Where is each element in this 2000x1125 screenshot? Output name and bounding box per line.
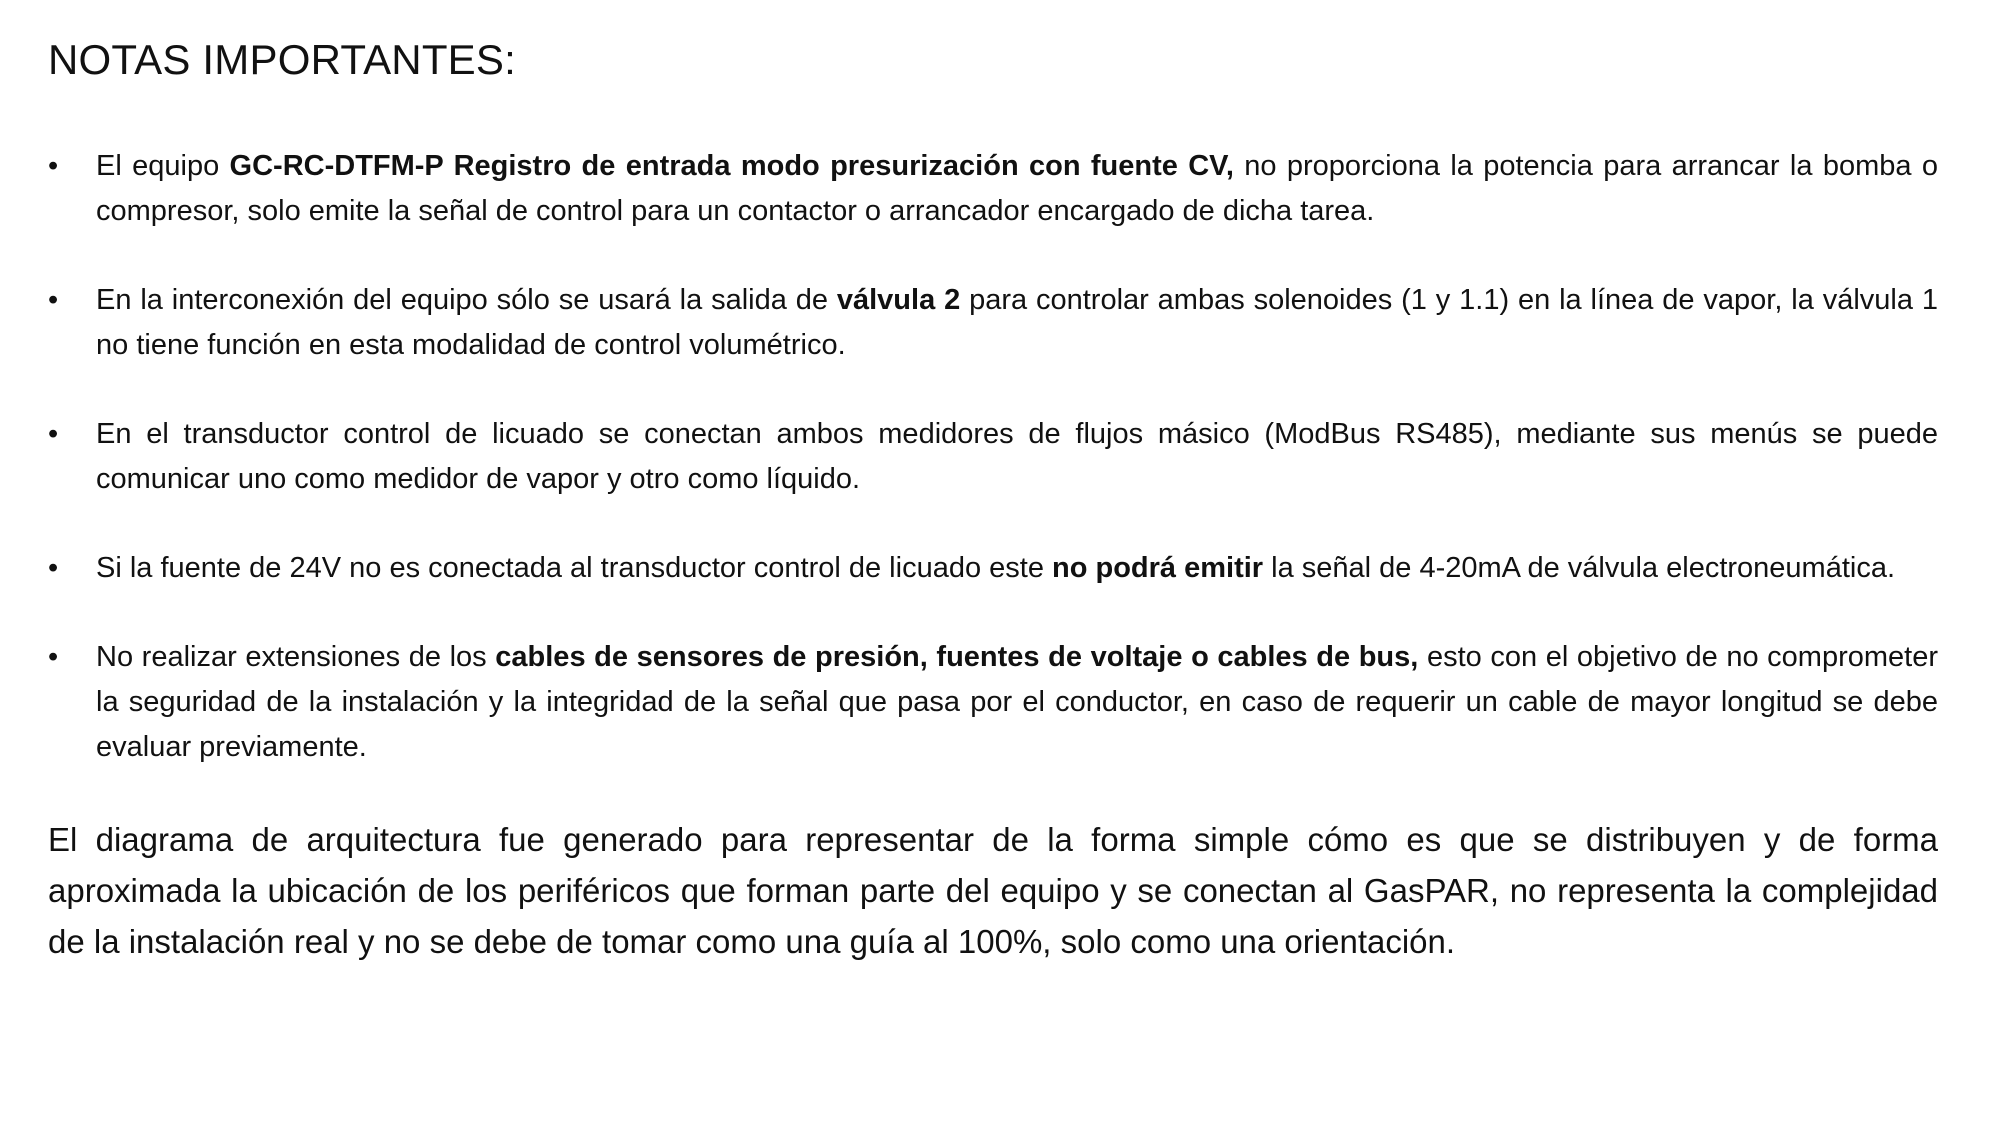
note-text: Si la fuente de 24V no es conectada al transductor control de licuado este: [96, 552, 1053, 584]
note-text: En la interconexión del equipo sólo se usará la salida de: [96, 284, 837, 316]
note-item-5: [48, 635, 1938, 770]
bullet-icon: •: [48, 641, 59, 673]
note-bold-text: GC-RC-DTFM-P Registro de entrada modo presurización con fuente CV,: [229, 150, 1234, 182]
note-item-2: [48, 278, 1938, 368]
notes-list: [48, 144, 1938, 770]
closing-paragraph: El diagrama de arquitectura fue generado para representar de la forma simple cómo es que se distribuyen y de forma aproximada la ubicación de los periféricos que forman parte del equipo y se conectan al GasPAR, no representa la complejidad de la instalación real y no se debe de tomar como una guía al 100%, solo como una orientación.: [48, 821, 1938, 960]
note-text: El equipo: [96, 150, 230, 182]
note-item-1: [48, 144, 1938, 234]
note-bold-text: no podrá emitir: [1052, 552, 1264, 584]
note-text: En el transductor control de licuado se conectan ambos medidores de flujos másico (ModBus RS485), mediante sus menús se puede comunicar uno como medidor de vapor y otro como líquido.: [96, 418, 1938, 495]
bullet-icon: •: [48, 552, 59, 584]
bullet-icon: •: [48, 418, 59, 450]
bullet-icon: •: [48, 284, 59, 316]
note-bold-text: válvula 2: [836, 284, 961, 316]
note-text: para controlar ambas solenoides (1 y 1.1) en la línea de vapor, la válvula 1 no tiene función en esta modalidad de control volumétrico.: [96, 284, 1938, 361]
note-text: esto con el objetivo de no comprometer la seguridad de la instalación y la integridad de la señal que pasa por el conductor, en caso de requerir un cable de mayor longitud se debe evaluar previamente.: [96, 641, 1939, 763]
note-text: la señal de 4-20mA de válvula electroneumática.: [1263, 552, 1896, 584]
page-title: NOTAS IMPORTANTES:: [48, 36, 516, 83]
note-text: No realizar extensiones de los: [96, 641, 496, 673]
note-text: no proporciona la potencia para arrancar la bomba o compresor, solo emite la señal de control para un contactor o arrancador encargado de dicha tarea.: [96, 150, 1938, 227]
note-item-4: [48, 546, 1938, 591]
note-bold-text: cables de sensores de presión, fuentes de voltaje o cables de bus,: [495, 641, 1419, 673]
bullet-icon: •: [48, 150, 59, 182]
note-item-3: [48, 412, 1938, 502]
document-page: [48, 36, 1938, 967]
